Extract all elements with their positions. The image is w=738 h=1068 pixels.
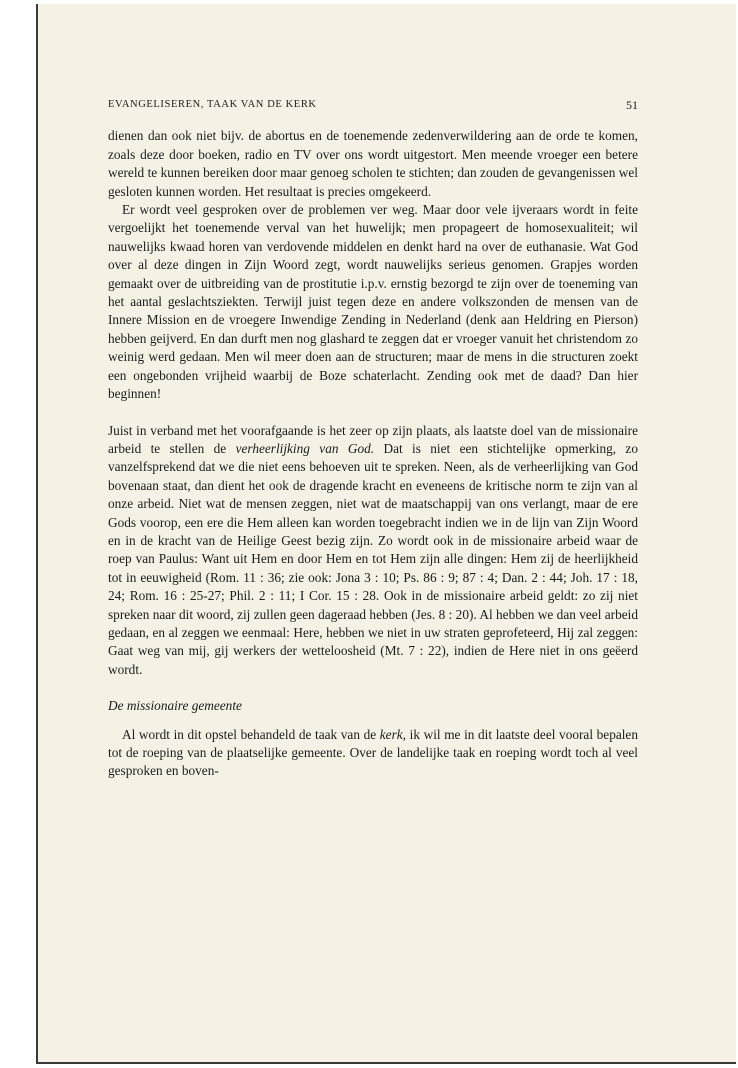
paragraph-2: Er wordt veel gesproken over de problemen ver weg. Maar door vele ijveraars wordt in feite vergoelijkt het toenemende verval van het huwelijk; men propageert de homosexualiteit; wil nauwelijks kwaad horen van verdovende middelen en denkt hard na over de euthanasie. Wat God over al deze dingen in Zijn Woord zegt, wordt nauwelijks serieus genomen. Grapjes worden gemaakt over de uitbreiding van de prostitutie i.p.v. ernstig bezorgd te zijn over de toeneming van het aantal geslachtsziekten. Terwijl juist tegen deze en andere volkszonden de mensen van de Innere Mission en de vroegere Inwendige Zending in Nederland (denk aan Heldring en Pierson) hebben geijverd. En dan durft men nog glashard te zeggen dat er vroeger vanuit het christendom zo weinig werd gedaan. Men wil meer doen aan de structuren; maar de mens in die structuren zoekt een ongebonden vrijheid waarbij de Boze schaterlacht. Zending ook met de daad? Dan hier beginnen! (108, 202, 638, 402)
book-page (36, 4, 736, 1064)
page-number: 51 (626, 98, 638, 112)
section-heading: De missionaire gemeente (108, 698, 242, 714)
paragraph-4-text-a: Al wordt in dit opstel behandeld de taak van de (122, 726, 380, 742)
paragraph-3-text-a: Juist in verband met het voorafgaande is het zeer op zijn plaats, als laatste doel van de missionaire arbeid te stellen de (108, 422, 638, 456)
paragraph-3-text-b: Dat is niet een stichtelijke opmerking, zo vanzelfsprekend dat we die niet eens behoeven uit te spreken. Neen, als de verheerlijking van God bovenaan staat, dan dient het ook de dragende kracht en eveneens de kritische norm te zijn van al onze arbeid. Niet wat de mensen zeggen, niet wat de maatschappij van ons verlangt, maar de ere Gods voorop, een ere die Hem alleen kan worden toegebracht indien we in de lijn van Zijn Woord en in de kracht van de Heilige Geest bezig zijn. Zo wordt ook in de missionaire arbeid waar de roep van Paulus: Want uit Hem en door Hem en tot Hem zijn alle dingen: Hem zij de heerlijkheid tot in eeuwigheid (Rom. 11 : 36; zie ook: Jona 3 : 10; Ps. 86 : 9; 87 : 4; Dan. 2 : 44; Joh. 17 : 18, 24; Rom. 16 : 25-27; Phil. 2 : 11; I Cor. 15 : 28. Ook in de missionaire arbeid geldt: zo zij niet spreken naar dit woord, zij zullen geen dageraad hebben (Jes. 8 : 20). Al hebben we dan veel arbeid gedaan, en al zeggen we eenmaal: Here, hebben we niet in uw straten geprofeteerd, Hij zal zeggen: Gaat weg van mij, gij werkers der wetteloosheid (Mt. 7 : 22), indien de Here niet in ons geëerd wordt. (108, 440, 638, 677)
paragraph-4-emphasis: kerk, (379, 726, 406, 742)
paragraph-3 (108, 422, 638, 680)
paragraph-3-emphasis: verheerlijking van God. (235, 440, 375, 456)
running-header (108, 96, 638, 114)
running-title: EVANGELISEREN, TAAK VAN DE KERK (108, 99, 317, 110)
paragraph-1: dienen dan ook niet bijv. de abortus en de toenemende zedenverwildering aan de orde te komen, zoals deze door boeken, radio en TV over ons wordt uitgestort. Men meende vroeger een betere wereld te kunnen bereiken door maar genoeg scholen te stichten; dan zouden de gevangenissen wel gesloten kunnen worden. Het resultaat is precies omgekeerd. (108, 128, 638, 199)
text-column (108, 96, 638, 781)
paragraph-4 (108, 726, 638, 781)
paragraph-4-text-b: ik wil me in dit laatste deel vooral bepalen tot de roeping van de plaatselijke gemeente. Over de landelijke taak en roeping wordt toch al veel gesproken en boven- (108, 726, 638, 779)
